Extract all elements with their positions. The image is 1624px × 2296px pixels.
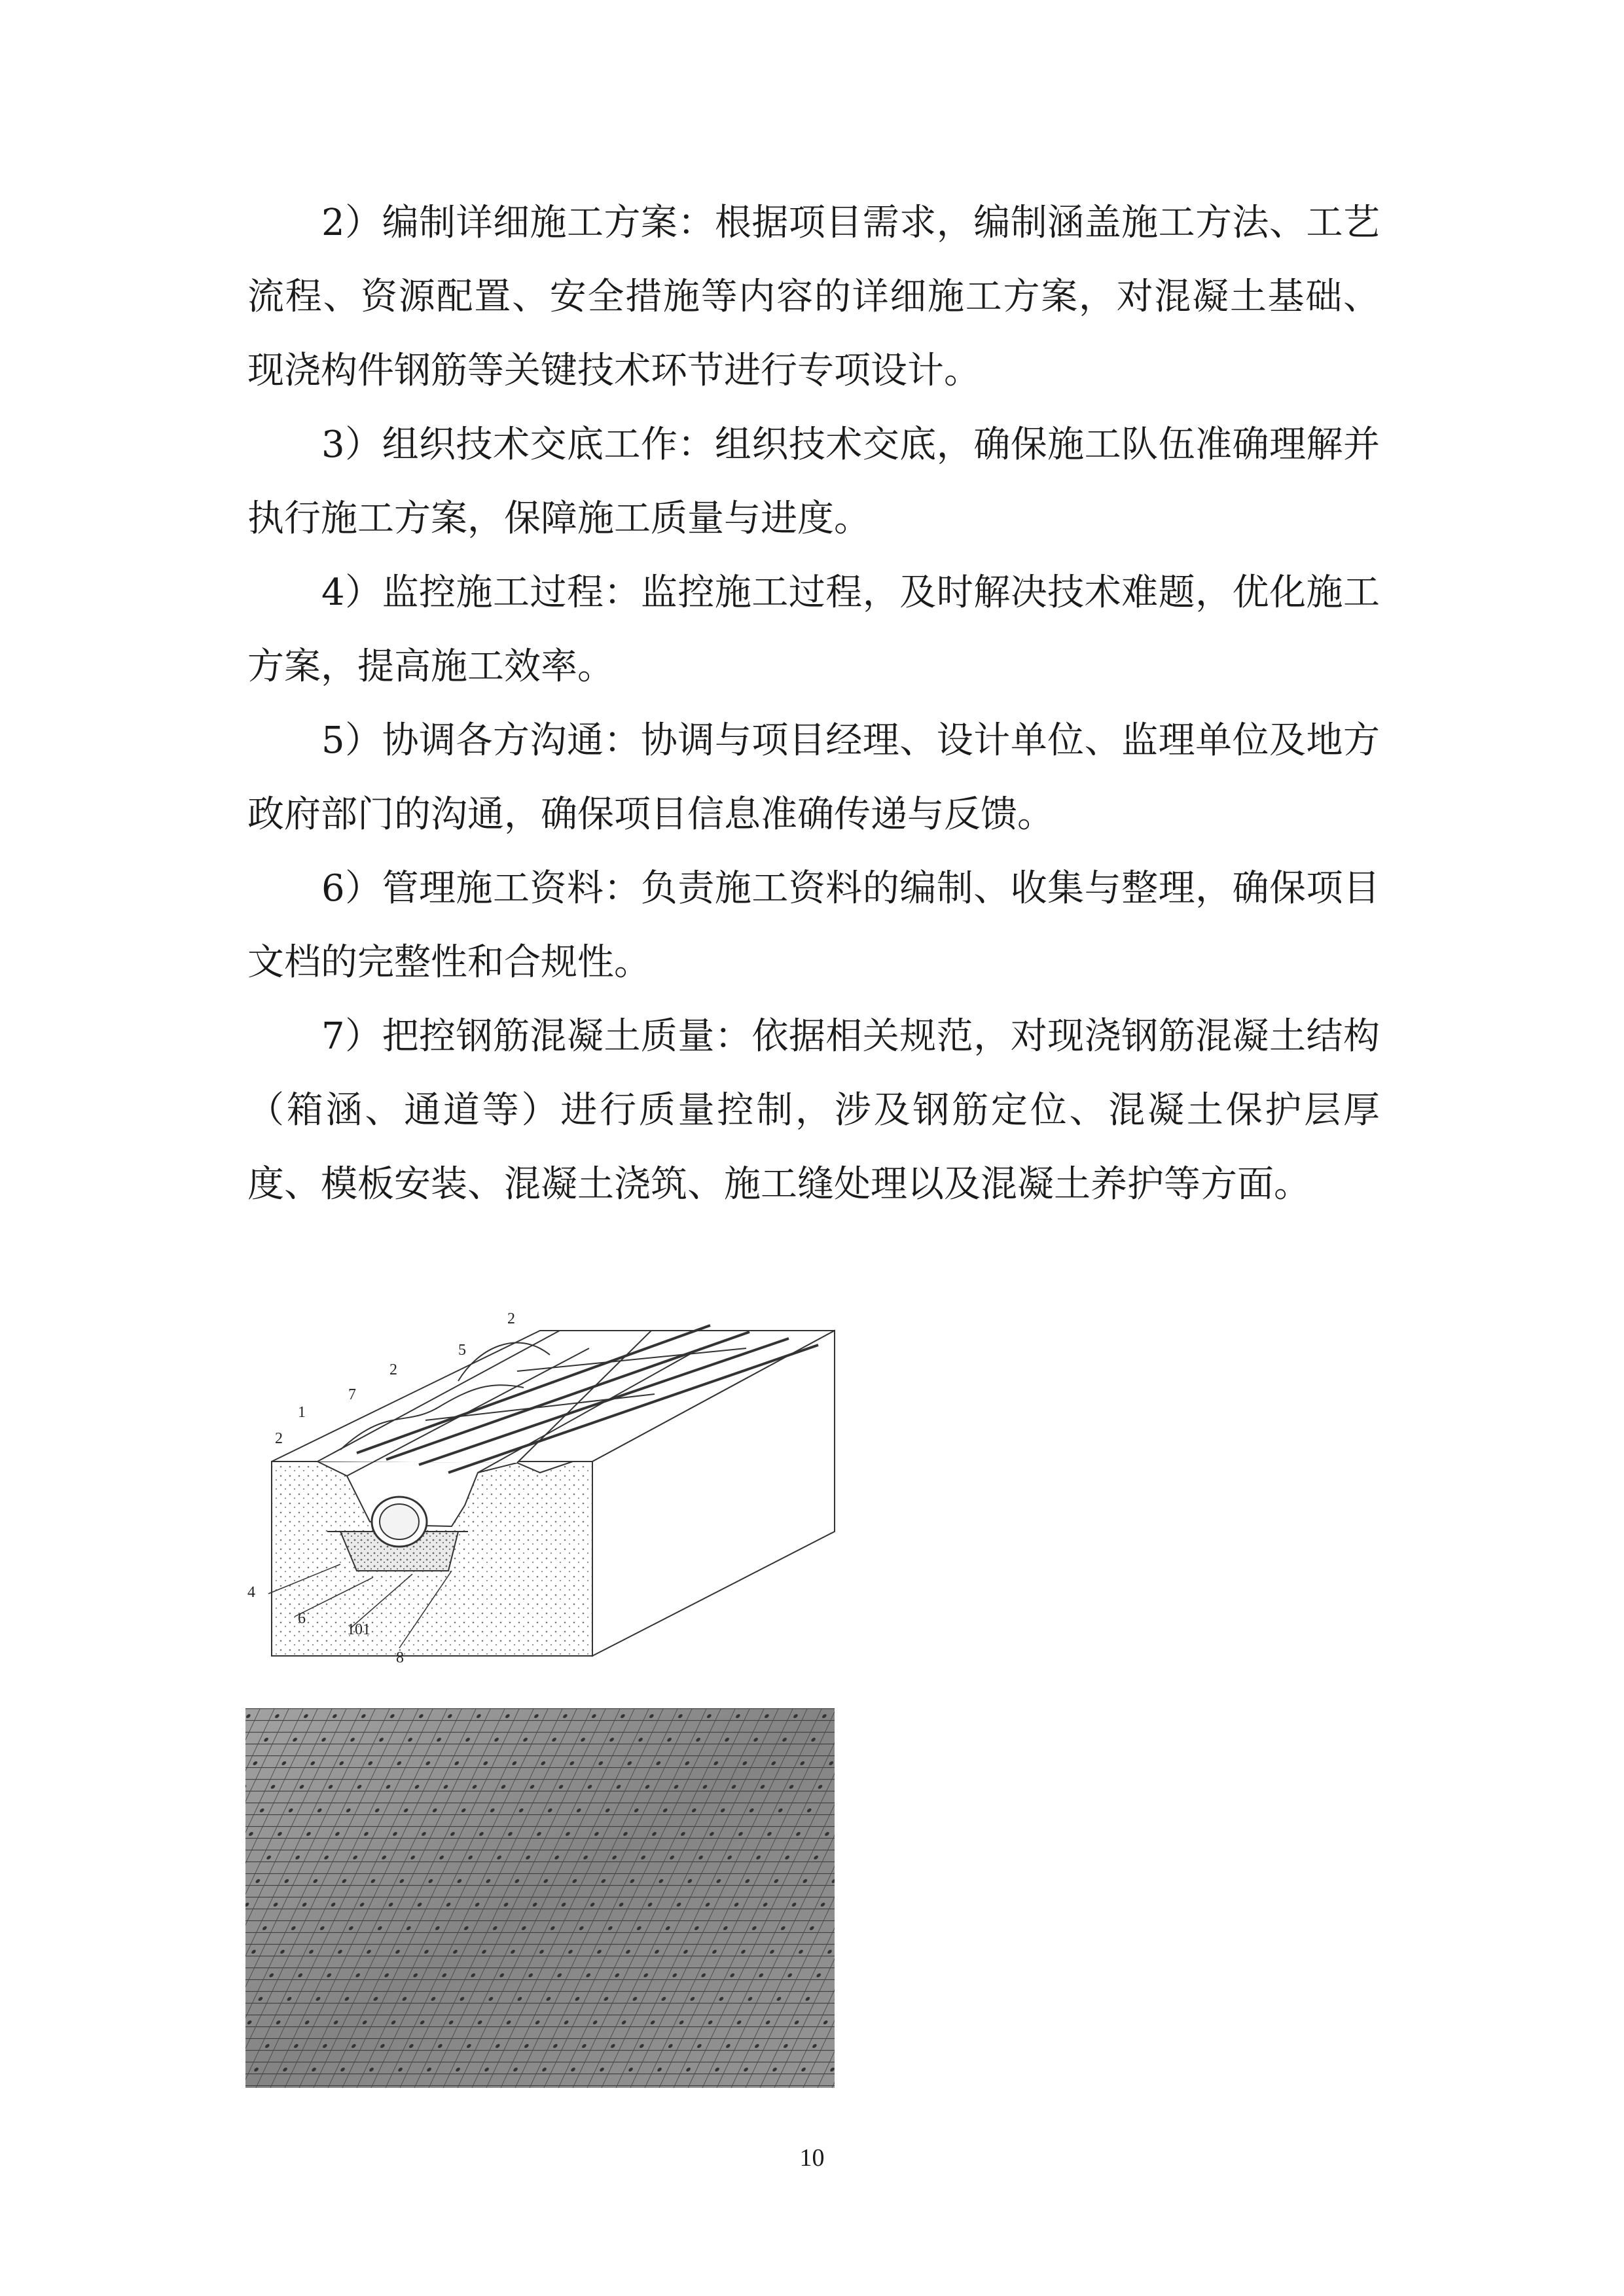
paragraph-item-7: 7）把控钢筋混凝土质量：依据相关规范，对现浇钢筋混凝土结构（箱涵、通道等）进行质量控制，涉及钢筋定位、混凝土保护层厚度、模板安装、混凝土浇筑、施工缝处理以及混凝土养护等方面。 — [247, 1015, 1380, 1206]
diagram-label-4: 4 — [247, 1584, 255, 1601]
paragraph-item-4: 4）监控施工过程：监控施工过程，及时解决技术难题，优化施工方案，提高施工效率。 — [247, 571, 1380, 688]
rebar-mesh-photo — [245, 1708, 835, 2088]
diagram-label-2-mid: 2 — [389, 1361, 397, 1378]
paragraph-item-5: 5）协调各方沟通：协调与项目经理、设计单位、监理单位及地方政府部门的沟通，确保项目信息准确传递与反馈。 — [247, 719, 1380, 836]
diagram-label-2-left: 2 — [275, 1430, 283, 1447]
page-number: 10 — [799, 2144, 825, 2172]
diagram-label-1: 1 — [298, 1404, 306, 1421]
diagram-label-7: 7 — [348, 1386, 356, 1403]
diagram-label-5: 5 — [458, 1342, 466, 1359]
diagram-label-6: 6 — [298, 1610, 306, 1627]
diagram-label-101: 101 — [347, 1621, 370, 1638]
diagram-label-8: 8 — [396, 1649, 404, 1666]
paragraph-item-3: 3）组织技术交底工作：组织技术交底，确保施工队伍准确理解并执行施工方案，保障施工质量与进度。 — [247, 423, 1380, 540]
paragraph-item-2: 2）编制详细施工方案：根据项目需求，编制涵盖施工方法、工艺流程、资源配置、安全措施等内容的详细施工方案，对混凝土基础、现浇构件钢筋等关键技术环节进行专项设计。 — [247, 202, 1380, 392]
paragraph-item-6: 6）管理施工资料：负责施工资料的编制、收集与整理，确保项目文档的完整性和合规性。 — [247, 867, 1380, 984]
culvert-rebar-diagram — [242, 1309, 871, 1702]
diagram-label-2-top: 2 — [507, 1310, 515, 1327]
